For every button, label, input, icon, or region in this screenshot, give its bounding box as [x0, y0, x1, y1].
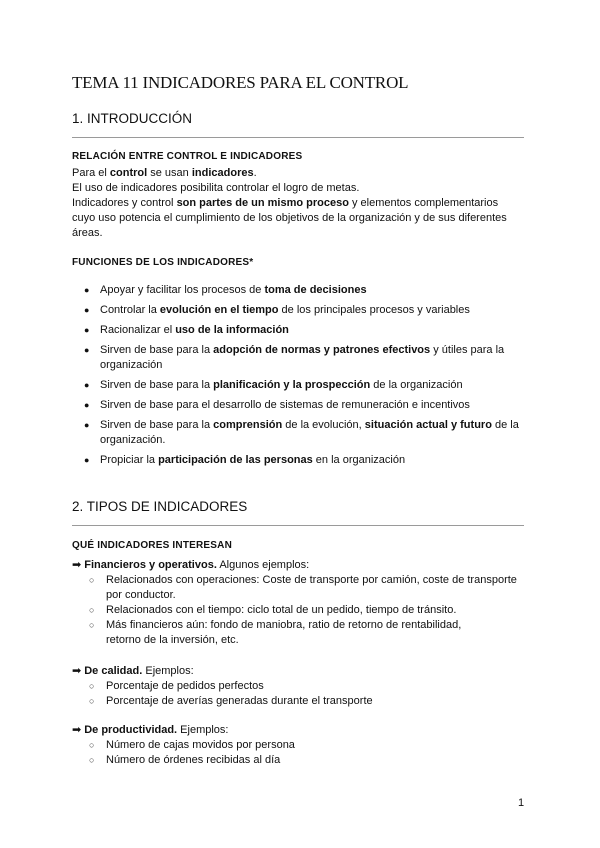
list-item: ● Propiciar la participación de las personas en la organización — [84, 454, 406, 466]
circle-bullet-icon: ○ — [89, 575, 95, 585]
list-item: ○ Relacionados con operaciones: Coste de transporte por camión, coste de transporte por conductor. — [89, 574, 517, 601]
bullet-icon: ● — [84, 380, 90, 390]
intro-paragraph — [72, 166, 524, 241]
group-productividad — [72, 723, 528, 768]
circle-bullet-icon: ○ — [89, 620, 95, 630]
group-heading: ➡ Financieros y operativos. Algunos ejemplos: — [72, 559, 310, 571]
arrow-right-icon: ➡ — [72, 559, 82, 571]
circle-bullet-icon: ○ — [89, 755, 95, 765]
bullet-icon: ● — [84, 420, 90, 430]
list-item: ● Racionalizar el uso de la información — [84, 324, 289, 336]
que-indicadores-heading: QUÉ INDICADORES INTERESAN — [72, 540, 233, 551]
group-heading: ➡ De calidad. Ejemplos: — [72, 665, 194, 677]
list-item: ● Sirven de base para el desarrollo de sistemas de remuneración e incentivos — [84, 399, 470, 411]
productividad-list — [72, 738, 528, 768]
intro-line-4: cuyo uso potencia el cumplimiento de los objetivos de la organización y de sus diferentes — [72, 212, 507, 224]
circle-bullet-icon: ○ — [89, 605, 95, 615]
document-title: TEMA 11 INDICADORES PARA EL CONTROL — [72, 73, 409, 92]
list-item: ○ Número de órdenes recibidas al día — [89, 754, 281, 766]
intro-line-5: áreas. — [72, 227, 103, 239]
list-item: ○ Porcentaje de pedidos perfectos — [89, 680, 264, 692]
relacion-heading: RELACIÓN ENTRE CONTROL E INDICADORES — [72, 151, 303, 162]
arrow-right-icon: ➡ — [72, 665, 82, 677]
funciones-heading: FUNCIONES DE LOS INDICADORES* — [72, 257, 254, 268]
list-item: ● Controlar la evolución en el tiempo de los principales procesos y variables — [84, 304, 470, 316]
circle-bullet-icon: ○ — [89, 696, 95, 706]
bullet-icon: ● — [84, 345, 90, 355]
arrow-right-icon: ➡ — [72, 724, 82, 736]
section2-heading: 2. TIPOS DE INDICADORES — [72, 499, 248, 514]
calidad-list — [72, 679, 528, 709]
page-number: 1 — [518, 797, 525, 809]
list-item: ○ Número de cajas movidos por persona — [89, 739, 295, 751]
section1-heading: 1. INTRODUCCIÓN — [72, 111, 193, 126]
group-calidad — [72, 664, 528, 709]
list-item: ○ Más financieros aún: fondo de maniobra, ratio de retorno de rentabilidad, retorno de la inversión, etc. — [89, 619, 462, 646]
bullet-icon: ● — [84, 455, 90, 465]
section2-divider — [72, 525, 524, 526]
bullet-icon: ● — [84, 400, 90, 410]
intro-line-2: El uso de indicadores posibilita controlar el logro de metas. — [72, 182, 360, 194]
list-item: ● Apoyar y facilitar los procesos de toma de decisiones — [84, 284, 367, 296]
list-item: ○ Porcentaje de averías generadas durante el transporte — [89, 695, 373, 707]
list-item: ○ Relacionados con el tiempo: ciclo total de un pedido, tiempo de tránsito. — [89, 604, 457, 616]
list-item: ● Sirven de base para la planificación y la prospección de la organización — [84, 379, 463, 391]
circle-bullet-icon: ○ — [89, 740, 95, 750]
list-item: ● Sirven de base para la comprensión de la evolución, situación actual y futuro de la organización. — [84, 419, 519, 446]
circle-bullet-icon: ○ — [89, 681, 95, 691]
group-heading: ➡ De productividad. Ejemplos: — [72, 724, 229, 736]
bullet-icon: ● — [84, 305, 90, 315]
intro-line-3: Indicadores y control son partes de un mismo proceso y elementos complementarios — [72, 197, 499, 209]
bullet-icon: ● — [84, 325, 90, 335]
section1-divider — [72, 137, 524, 138]
funciones-list — [72, 283, 528, 473]
financieros-list — [72, 573, 528, 648]
intro-line-1: Para el control se usan indicadores. — [72, 167, 257, 179]
group-financieros — [72, 558, 528, 648]
list-item: ● Sirven de base para la adopción de normas y patrones efectivos y útiles para la organización — [84, 344, 505, 371]
bullet-icon: ● — [84, 285, 90, 295]
